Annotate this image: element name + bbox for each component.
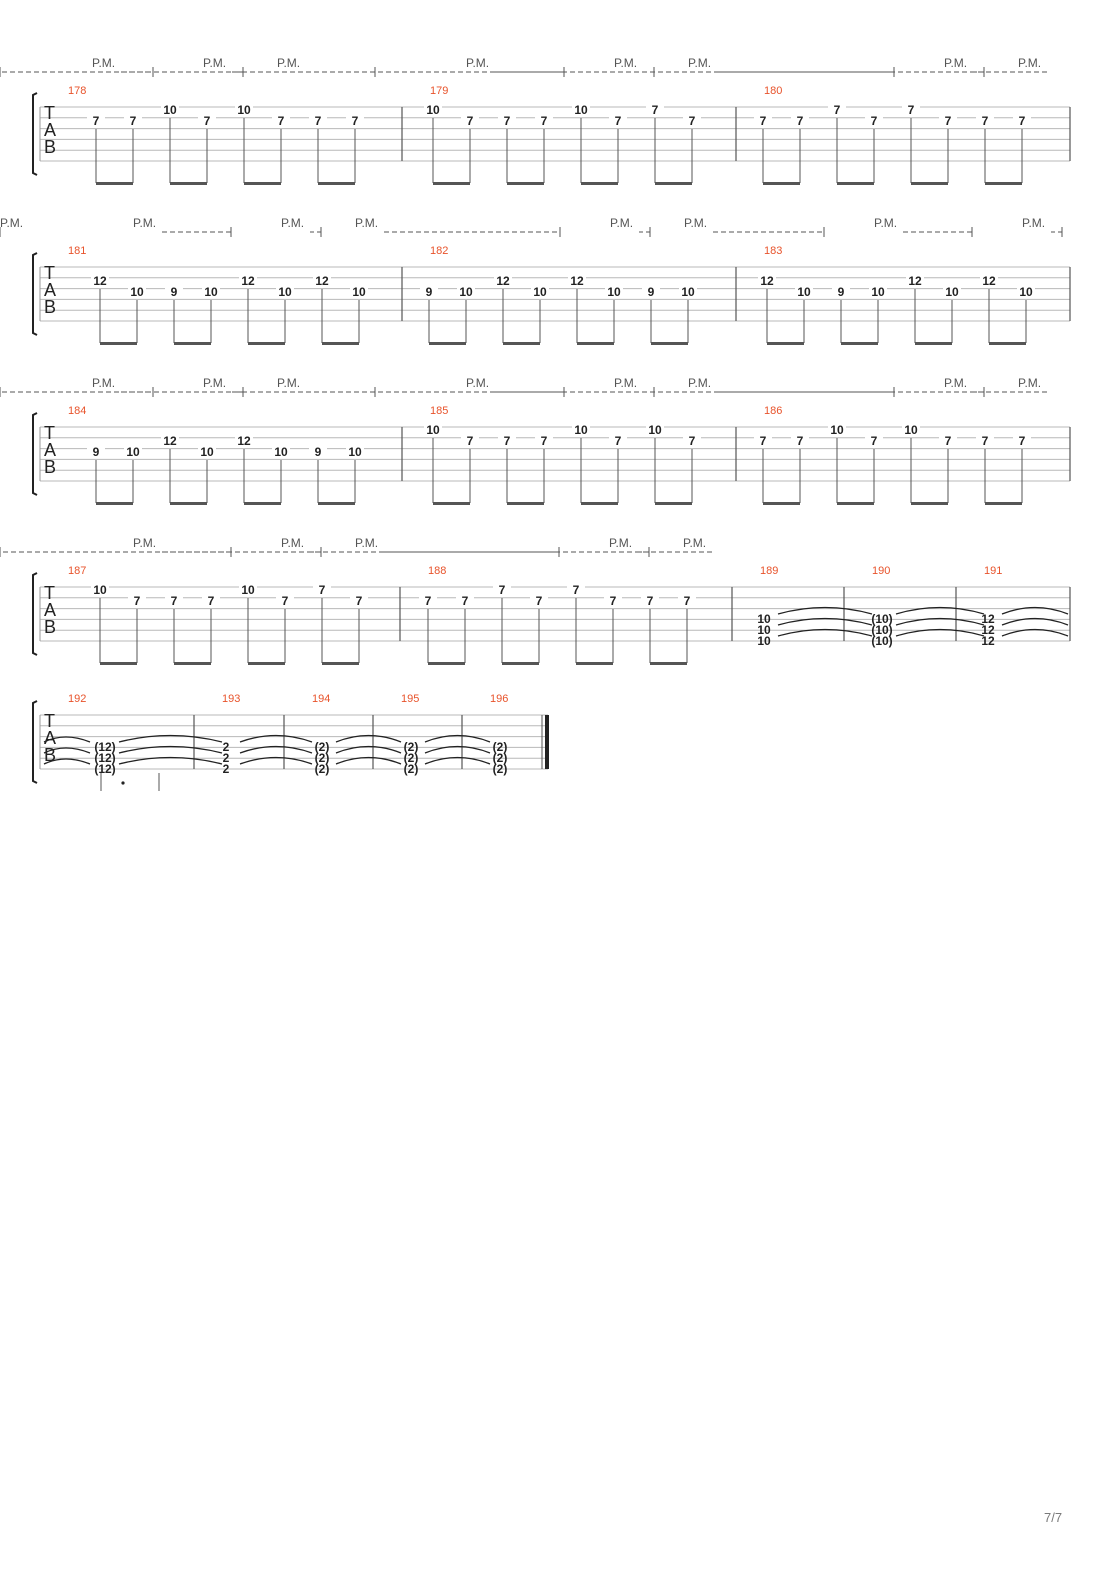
tab-clef-letter: T — [44, 263, 55, 283]
palm-mute-label: P.M. — [1022, 216, 1046, 230]
palm-mute-label: P.M. — [684, 216, 708, 230]
fret-number: 10 — [241, 583, 255, 597]
fret-number: 10 — [574, 103, 588, 117]
note-beam — [651, 342, 688, 345]
fret-number: 7 — [129, 114, 137, 128]
note-beam — [318, 502, 355, 505]
note-beam — [502, 662, 539, 665]
palm-mute-label: P.M. — [203, 56, 227, 70]
note-beam — [837, 502, 874, 505]
fret-number: 7 — [944, 434, 952, 448]
note-beam — [429, 342, 466, 345]
fret-number: 10 — [459, 285, 473, 299]
fret-number: 10 — [607, 285, 621, 299]
fret-number: 7 — [833, 103, 841, 117]
note-beam — [433, 182, 470, 185]
system-bracket — [33, 93, 37, 175]
note-beam — [763, 182, 800, 185]
measure-number: 196 — [490, 693, 509, 705]
note-beam — [100, 342, 137, 345]
fret-number: 10 — [204, 285, 218, 299]
fret-number: 10 — [945, 285, 959, 299]
fret-number: 7 — [503, 434, 511, 448]
fret-number: 7 — [981, 434, 989, 448]
fret-number: 7 — [1018, 114, 1026, 128]
fret-number: 7 — [314, 114, 322, 128]
tab-clef-letter: T — [44, 103, 55, 123]
note-beam — [989, 342, 1026, 345]
measure-number: 178 — [68, 85, 87, 97]
tab-clef-letter: B — [44, 297, 57, 317]
note-beam — [985, 182, 1022, 185]
tab-clef-letter: A — [44, 280, 57, 300]
fret-number: 10 — [574, 423, 588, 437]
chord-fret-number: (2) — [403, 762, 419, 776]
fret-number: 12 — [93, 274, 107, 288]
fret-number: 9 — [425, 285, 433, 299]
fret-number: 7 — [870, 114, 878, 128]
measure-number: 194 — [312, 693, 331, 705]
fret-number: 7 — [133, 594, 141, 608]
measure-number: 186 — [764, 405, 783, 417]
fret-number: 10 — [797, 285, 811, 299]
palm-mute-label: P.M. — [281, 216, 305, 230]
system-bracket — [33, 701, 37, 783]
fret-number: 7 — [759, 114, 767, 128]
fret-number: 7 — [688, 114, 696, 128]
fret-number: 7 — [1018, 434, 1026, 448]
measure-number: 191 — [984, 565, 1003, 577]
note-beam — [837, 182, 874, 185]
measure-number: 193 — [222, 693, 241, 705]
note-beam — [767, 342, 804, 345]
note-beam — [174, 342, 211, 345]
chord-fret-number: 2 — [222, 762, 230, 776]
chord-fret-number: (10) — [871, 623, 893, 637]
note-beam — [915, 342, 952, 345]
note-beam — [96, 502, 133, 505]
note-beam — [244, 182, 281, 185]
note-beam — [841, 342, 878, 345]
tab-clef-letter: B — [44, 617, 57, 637]
note-beam — [911, 182, 948, 185]
chord-fret-number: (2) — [492, 762, 508, 776]
augmentation-dot — [121, 781, 124, 784]
note-beam — [248, 342, 285, 345]
palm-mute-label: P.M. — [92, 56, 116, 70]
fret-number: 9 — [647, 285, 655, 299]
palm-mute-label: P.M. — [133, 216, 157, 230]
note-beam — [170, 182, 207, 185]
chord-fret-number: 2 — [222, 740, 230, 754]
fret-number: 7 — [759, 434, 767, 448]
chord-fret-number: 12 — [981, 623, 995, 637]
chord-fret-number: 10 — [757, 612, 771, 626]
palm-mute-label: P.M. — [944, 376, 968, 390]
fret-number: 7 — [351, 114, 359, 128]
fret-number: 12 — [570, 274, 584, 288]
fret-number: 10 — [163, 103, 177, 117]
fret-number: 9 — [314, 445, 322, 459]
chord-fret-number: (10) — [871, 612, 893, 626]
tab-clef-letter: T — [44, 711, 55, 731]
fret-number: 10 — [352, 285, 366, 299]
note-beam — [100, 662, 137, 665]
palm-mute-label: P.M. — [355, 216, 379, 230]
fret-number: 7 — [203, 114, 211, 128]
palm-mute-label: P.M. — [133, 536, 157, 550]
measure-number: 195 — [401, 693, 420, 705]
fret-number: 10 — [274, 445, 288, 459]
note-beam — [170, 502, 207, 505]
fret-number: 7 — [683, 594, 691, 608]
chord-fret-number: (10) — [871, 634, 893, 648]
measure-number: 188 — [428, 565, 447, 577]
measure-number: 183 — [764, 245, 783, 257]
fret-number: 12 — [760, 274, 774, 288]
note-beam — [322, 662, 359, 665]
palm-mute-label: P.M. — [0, 216, 24, 230]
measure-number: 189 — [760, 565, 779, 577]
chord-fret-number: 12 — [981, 612, 995, 626]
note-beam — [911, 502, 948, 505]
fret-number: 7 — [535, 594, 543, 608]
chord-fret-number: (2) — [403, 751, 419, 765]
palm-mute-label: P.M. — [614, 56, 638, 70]
fret-number: 7 — [466, 114, 474, 128]
palm-mute-label: P.M. — [92, 376, 116, 390]
fret-number: 12 — [241, 274, 255, 288]
fret-number: 7 — [609, 594, 617, 608]
fret-number: 7 — [540, 434, 548, 448]
fret-number: 12 — [982, 274, 996, 288]
fret-number: 7 — [796, 114, 804, 128]
fret-number: 7 — [688, 434, 696, 448]
note-beam — [577, 342, 614, 345]
fret-number: 10 — [348, 445, 362, 459]
fret-number: 9 — [170, 285, 178, 299]
note-beam — [433, 502, 470, 505]
fret-number: 7 — [907, 103, 915, 117]
fret-number: 7 — [318, 583, 326, 597]
chord-fret-number: (2) — [314, 762, 330, 776]
palm-mute-label: P.M. — [1018, 376, 1042, 390]
fret-number: 10 — [904, 423, 918, 437]
fret-number: 7 — [614, 434, 622, 448]
chord-fret-number: (2) — [314, 740, 330, 754]
palm-mute-label: P.M. — [466, 376, 490, 390]
palm-mute-label: P.M. — [614, 376, 638, 390]
fret-number: 12 — [237, 434, 251, 448]
palm-mute-label: P.M. — [277, 56, 301, 70]
system-bracket — [33, 253, 37, 335]
palm-mute-label: P.M. — [874, 216, 898, 230]
palm-mute-label: P.M. — [203, 376, 227, 390]
chord-fret-number: (12) — [94, 751, 116, 765]
fret-number: 9 — [92, 445, 100, 459]
measure-number: 185 — [430, 405, 449, 417]
note-beam — [581, 182, 618, 185]
fret-number: 7 — [646, 594, 654, 608]
chord-fret-number: 10 — [757, 623, 771, 637]
note-beam — [507, 182, 544, 185]
note-beam — [576, 662, 613, 665]
note-beam — [174, 662, 211, 665]
system-bracket — [33, 413, 37, 495]
note-beam — [503, 342, 540, 345]
note-beam — [985, 502, 1022, 505]
final-barline-thick — [545, 715, 549, 769]
chord-fret-number: (2) — [492, 740, 508, 754]
palm-mute-label: P.M. — [610, 216, 634, 230]
measure-number: 192 — [68, 693, 87, 705]
fret-number: 7 — [461, 594, 469, 608]
tab-clef-letter: A — [44, 440, 57, 460]
palm-mute-label: P.M. — [1018, 56, 1042, 70]
tab-clef-letter: B — [44, 457, 57, 477]
note-beam — [244, 502, 281, 505]
chord-fret-number: (12) — [94, 762, 116, 776]
fret-number: 10 — [426, 423, 440, 437]
chord-fret-number: 12 — [981, 634, 995, 648]
measure-number: 179 — [430, 85, 449, 97]
tab-clef-letter: B — [44, 137, 57, 157]
fret-number: 10 — [1019, 285, 1033, 299]
fret-number: 10 — [871, 285, 885, 299]
fret-number: 12 — [496, 274, 510, 288]
fret-number: 7 — [498, 583, 506, 597]
palm-mute-label: P.M. — [355, 536, 379, 550]
fret-number: 7 — [944, 114, 952, 128]
note-beam — [322, 342, 359, 345]
fret-number: 12 — [163, 434, 177, 448]
note-beam — [318, 182, 355, 185]
tab-system — [0, 216, 1070, 345]
palm-mute-label: P.M. — [281, 536, 305, 550]
measure-number: 190 — [872, 565, 891, 577]
fret-number: 7 — [870, 434, 878, 448]
fret-number: 7 — [92, 114, 100, 128]
fret-number: 7 — [424, 594, 432, 608]
measure-number: 182 — [430, 245, 449, 257]
note-beam — [655, 182, 692, 185]
fret-number: 10 — [237, 103, 251, 117]
measure-number: 184 — [68, 405, 87, 417]
fret-number: 7 — [614, 114, 622, 128]
measure-number: 180 — [764, 85, 783, 97]
measure-number: 187 — [68, 565, 87, 577]
fret-number: 9 — [837, 285, 845, 299]
note-beam — [507, 502, 544, 505]
chord-fret-number: (12) — [94, 740, 116, 754]
fret-number: 10 — [681, 285, 695, 299]
tab-clef-letter: T — [44, 583, 55, 603]
fret-number: 7 — [651, 103, 659, 117]
fret-number: 10 — [278, 285, 292, 299]
palm-mute-label: P.M. — [688, 376, 712, 390]
palm-mute-label: P.M. — [688, 56, 712, 70]
chord-fret-number: 2 — [222, 751, 230, 765]
tab-system — [0, 536, 1070, 665]
chord-fret-number: (2) — [403, 740, 419, 754]
fret-number: 10 — [648, 423, 662, 437]
fret-number: 10 — [533, 285, 547, 299]
tab-clef-letter: A — [44, 120, 57, 140]
tab-system — [0, 56, 1070, 185]
fret-number: 12 — [315, 274, 329, 288]
tab-clef-letter: T — [44, 423, 55, 443]
fret-number: 7 — [981, 114, 989, 128]
fret-number: 7 — [355, 594, 363, 608]
tab-system — [33, 693, 549, 791]
fret-number: 7 — [170, 594, 178, 608]
note-beam — [655, 502, 692, 505]
fret-number: 10 — [830, 423, 844, 437]
measure-number: 181 — [68, 245, 87, 257]
tab-system — [0, 376, 1070, 505]
tab-clef-letter: A — [44, 600, 57, 620]
palm-mute-label: P.M. — [609, 536, 633, 550]
chord-fret-number: (2) — [492, 751, 508, 765]
fret-number: 7 — [466, 434, 474, 448]
palm-mute-label: P.M. — [683, 536, 707, 550]
page-number: 7/7 — [1044, 1510, 1063, 1525]
note-beam — [428, 662, 465, 665]
tab-clef-letter: A — [44, 728, 57, 748]
fret-number: 7 — [796, 434, 804, 448]
fret-number: 10 — [130, 285, 144, 299]
fret-number: 7 — [207, 594, 215, 608]
fret-number: 10 — [126, 445, 140, 459]
palm-mute-label: P.M. — [944, 56, 968, 70]
system-bracket — [33, 573, 37, 655]
fret-number: 7 — [281, 594, 289, 608]
fret-number: 7 — [503, 114, 511, 128]
fret-number: 7 — [540, 114, 548, 128]
tab-clef-letter: B — [44, 745, 57, 765]
fret-number: 10 — [200, 445, 214, 459]
note-beam — [581, 502, 618, 505]
note-beam — [763, 502, 800, 505]
fret-number: 10 — [426, 103, 440, 117]
fret-number: 7 — [277, 114, 285, 128]
chord-fret-number: 10 — [757, 634, 771, 648]
note-beam — [248, 662, 285, 665]
fret-number: 12 — [908, 274, 922, 288]
note-beam — [96, 182, 133, 185]
chord-fret-number: (2) — [314, 751, 330, 765]
note-beam — [650, 662, 687, 665]
palm-mute-label: P.M. — [277, 376, 301, 390]
fret-number: 10 — [93, 583, 107, 597]
palm-mute-label: P.M. — [466, 56, 490, 70]
fret-number: 7 — [572, 583, 580, 597]
